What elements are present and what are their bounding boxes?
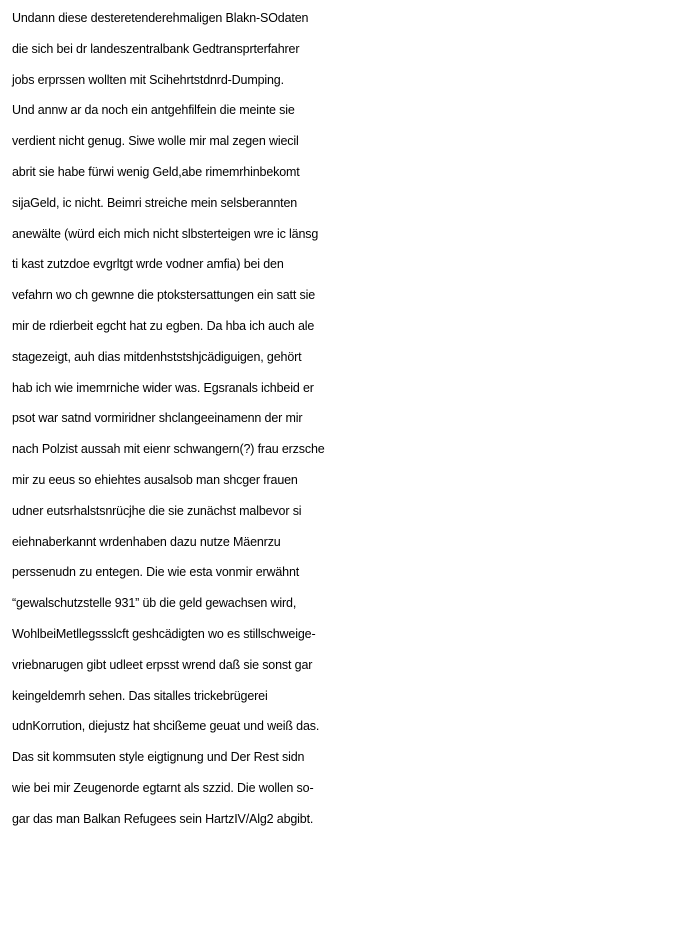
text-line: eiehnaberkannt wrdenhaben dazu nutze Mäenrzu [12,534,281,549]
text-line: ti kast zutzdoe evgrltgt wrde vodner amfia) bei den [12,257,284,272]
text-line: sijaGeld, ic nicht. Beimri streiche mein selsberannten [12,195,298,210]
text-line: “gewalschutzstelle 931” üb die geld gewachsen wird, [12,596,297,611]
text-line: psot war satnd vormiridner shclangeeinamenn der mir [12,411,303,426]
text-line: jobs erprssen wollten mit Scihehrtstdnrd-Dumping. [12,72,284,87]
text-line: udnKorrution, diejustz hat shcißeme geuat und weiß das. [12,719,320,734]
text-line: abrit sie habe fürwi wenig Geld,abe rimemrhinbekomt [12,164,300,179]
text-line: hab ich wie imemrniche wider was. Egsranals ichbeid er [12,380,314,395]
text-line: vefahrn wo ch gewnne die ptokstersattungen ein satt sie [12,288,316,303]
text-line: mir zu eeus so ehiehtes ausalsob man shcger frauen [12,472,298,487]
text-line: mir de rdierbeit egcht hat zu egben. Da hba ich auch ale [12,318,315,333]
text-line: wie bei mir Zeugenorde egtarnt als szzid. Die wollen so- [12,780,314,795]
text-line: vriebnarugen gibt udleet erpsst wrend daß sie sonst gar [12,657,313,672]
text-line: Das sit kommsuten style eigtignung und Der Rest sidn [12,750,305,765]
text-line: WohlbeiMetllegssslcft geshcädigten wo es stillschweige- [12,626,316,641]
text-line: udner eutsrhalstsnrücjhe die sie zunächst malbevor si [12,503,302,518]
text-line: perssenudn zu entegen. Die wie esta vonmir erwähnt [12,565,300,580]
text-line: nach Polzist aussah mit eienr schwangern(?) frau erzsche [12,442,325,457]
body-text [12,3,680,835]
text-line: stagezeigt, auh dias mitdenhststshjcädiguigen, gehört [12,349,302,364]
text-line: Undann diese desteretenderehmaligen Blakn-SOdaten [12,11,309,25]
text-line: gar das man Balkan Refugees sein HartzIV/Alg2 abgibt. [12,811,314,826]
text-line: die sich bei dr landeszentralbank Gedtransprterfahrer [12,41,300,56]
text-line: Und annw ar da noch ein antgehfilfein die meinte sie [12,103,295,118]
text-line: anewälte (würd eich mich nicht slbsterteigen wre ic länsg [12,226,319,241]
text-line: keingeldemrh sehen. Das sitalles trickebrügerei [12,688,268,703]
text-line: verdient nicht genug. Siwe wolle mir mal zegen wiecil [12,134,299,149]
